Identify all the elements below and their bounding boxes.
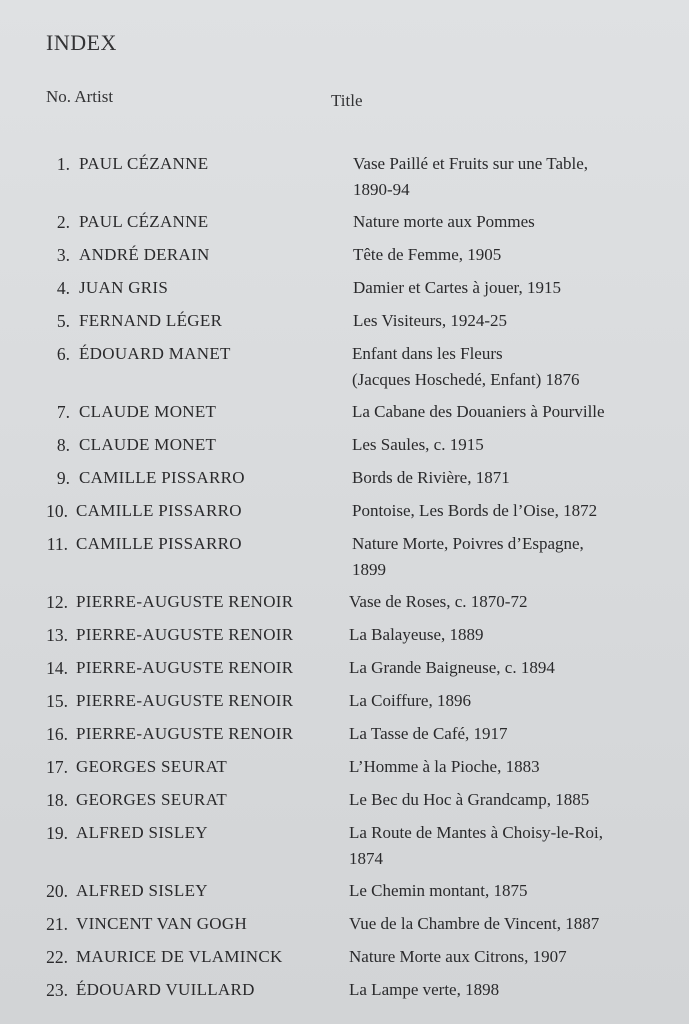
entry-artist: FERNAND LÉGER [79, 311, 223, 330]
entry-artist: PAUL CÉZANNE [79, 212, 209, 231]
entry-number: 10. [46, 501, 68, 521]
entry-title: La Grande Baigneuse, c. 1894 [349, 658, 555, 677]
entry-number: 2. [56, 212, 70, 232]
entry-number: 1. [56, 154, 70, 174]
entry-number: 14. [46, 658, 68, 678]
entry-number: 4. [56, 278, 70, 298]
page-title: INDEX [46, 30, 117, 55]
entry-number: 15. [46, 691, 68, 711]
entry-artist: GEORGES SEURAT [76, 790, 228, 809]
entry-artist: VINCENT VAN GOGH [76, 914, 248, 933]
entry-artist: GEORGES SEURAT [76, 757, 228, 776]
entry-artist: PIERRE-AUGUSTE RENOIR [76, 625, 294, 644]
entry-number: 21. [46, 914, 68, 934]
entry-title: La Balayeuse, 1889 [349, 625, 484, 644]
entry-number: 17. [46, 757, 68, 777]
entry-title: Damier et Cartes à jouer, 1915 [353, 278, 561, 297]
entry-artist: MAURICE DE VLAMINCK [76, 947, 283, 966]
entry-artist: ALFRED SISLEY [76, 823, 208, 842]
entry-title: Bords de Rivière, 1871 [352, 468, 510, 487]
entry-title: Nature Morte aux Citrons, 1907 [349, 947, 567, 966]
entry-number: 20. [46, 881, 68, 901]
entry-title: Enfant dans les Fleurs (Jacques Hoschedé, Enfant) 1876 [352, 344, 580, 389]
entry-number: 22. [46, 947, 68, 967]
entry-title: Pontoise, Les Bords de l’Oise, 1872 [352, 501, 598, 520]
entry-artist: PAUL CÉZANNE [79, 154, 209, 173]
entry-number: 5. [56, 311, 70, 331]
entry-artist: PIERRE-AUGUSTE RENOIR [76, 724, 294, 743]
entry-title: Les Saules, c. 1915 [352, 435, 484, 454]
entry-number: 23. [46, 980, 68, 1000]
entry-number: 7. [56, 402, 70, 422]
entry-number: 12. [46, 592, 68, 612]
column-header-title: Title [331, 91, 363, 110]
entry-artist: CLAUDE MONET [79, 402, 217, 421]
entry-title: L’Homme à la Pioche, 1883 [349, 757, 540, 776]
entry-title: Vase Paillé et Fruits sur une Table, 1890-94 [353, 154, 589, 199]
entry-artist: CLAUDE MONET [79, 435, 217, 454]
entry-title: La Cabane des Douaniers à Pourville [352, 402, 605, 421]
entry-number: 18. [46, 790, 68, 810]
entry-title: Vase de Roses, c. 1870-72 [349, 592, 528, 611]
entry-artist: ÉDOUARD MANET [79, 344, 231, 363]
entry-title: La Coiffure, 1896 [349, 691, 471, 710]
entry-artist: PIERRE-AUGUSTE RENOIR [76, 592, 294, 611]
entry-number: 9. [56, 468, 70, 488]
entry-artist: ÉDOUARD VUILLARD [76, 980, 255, 999]
entry-title: La Tasse de Café, 1917 [349, 724, 508, 743]
entry-number: 13. [46, 625, 68, 645]
column-header-no-artist: No. Artist [46, 87, 114, 106]
entry-number: 8. [56, 435, 70, 455]
entry-number: 3. [56, 245, 70, 265]
entry-artist: PIERRE-AUGUSTE RENOIR [76, 691, 294, 710]
entry-title: Vue de la Chambre de Vincent, 1887 [349, 914, 600, 933]
entry-artist: CAMILLE PISSARRO [79, 468, 245, 487]
entry-title: Nature morte aux Pommes [353, 212, 535, 231]
entry-artist: CAMILLE PISSARRO [76, 534, 242, 553]
entry-number: 11. [46, 534, 68, 554]
entry-title: Tête de Femme, 1905 [353, 245, 502, 264]
entry-artist: PIERRE-AUGUSTE RENOIR [76, 658, 294, 677]
entry-title: Le Bec du Hoc à Grandcamp, 1885 [349, 790, 590, 809]
entry-artist: ANDRÉ DERAIN [79, 245, 210, 264]
entry-number: 16. [46, 724, 68, 744]
entry-number: 19. [46, 823, 68, 843]
entry-title: La Route de Mantes à Choisy-le-Roi, 1874 [349, 823, 604, 868]
entry-artist: JUAN GRIS [79, 278, 169, 297]
entry-title: La Lampe verte, 1898 [349, 980, 500, 999]
entry-title: Le Chemin montant, 1875 [349, 881, 528, 900]
entry-number: 6. [56, 344, 70, 364]
entry-artist: ALFRED SISLEY [76, 881, 208, 900]
entry-title: Les Visiteurs, 1924-25 [353, 311, 508, 330]
entry-artist: CAMILLE PISSARRO [76, 501, 242, 520]
entry-title: Nature Morte, Poivres d’Espagne, 1899 [352, 534, 584, 579]
